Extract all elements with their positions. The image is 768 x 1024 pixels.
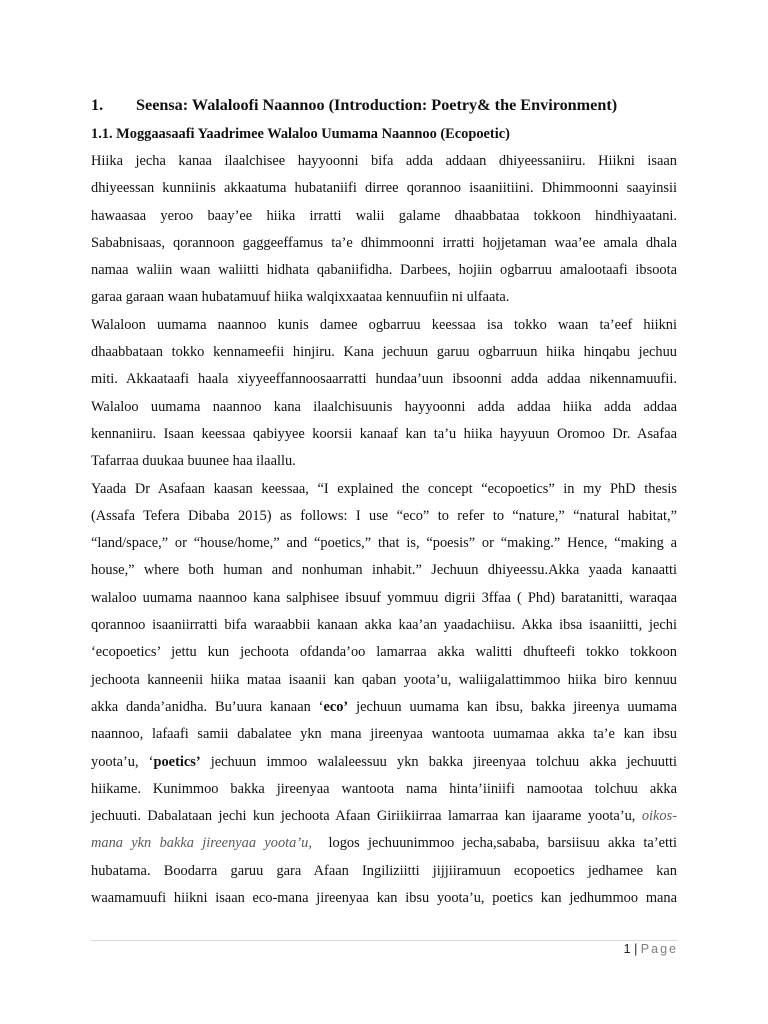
text-line: jechoota kanneenii hiika mataa isaanii kan qaban yoota’u, waliigalattimmoo hiika biro kennuu	[91, 671, 677, 688]
text-line: Tafarraa duukaa buunee haa ilaallu.	[91, 453, 296, 470]
paragraph-1	[91, 148, 677, 312]
italic-term-oikos: oikos-	[641, 808, 677, 825]
text-run: logos jechuunimmoo jecha,sababa, barsiisuu akka ta’etti	[311, 835, 677, 852]
text-line	[91, 694, 677, 721]
bold-term-eco: eco’	[323, 698, 349, 715]
text-line: Walaloon uumama naannoo kunis damee ogbarruu keessaa isa tokko waan ta’eef hiikni	[91, 316, 677, 333]
text-run: jechuuti. Dabalataan jechi kun jechoota Afaan Giriikiirraa lamarraa kan ijaarame yoota’u,	[91, 808, 642, 825]
footer-divider	[91, 940, 678, 941]
text-line: Hiika jecha kanaa ilaalchisee hayyoonni bifa adda addaan dhiyeessaniiru. Hiikni isaan	[91, 153, 677, 169]
page-footer	[624, 942, 678, 956]
text-line: naannoo, lafaafi samii dabalatee ykn mana jireenyaa wantoota uumamaa akka ta’e kan ibsu	[91, 726, 677, 743]
text-line: namaa waliin waan waliitti hidhata qabaniifidha. Darbees, hojiin ogbarruu amalootaafi ibsoota	[91, 262, 677, 279]
text-line: ‘ecopoetics’ jettu kun jechoota ofdanda’oo lamarraa akka walitti dhufteefi tokko tokkoon	[91, 644, 677, 661]
text-line: miti. Akkaataafi haala xiyyeeffannoosaarratti hundaa’uun ibsoonni adda addaa nikennamuufii.	[91, 371, 677, 388]
page-label: Page	[640, 942, 678, 956]
text-line	[91, 749, 677, 776]
footer-separator: |	[634, 942, 638, 956]
text-line: kennaniiru. Isaan keessaa qabiyyee koorsii kanaaf kan ta’u hiika hayyuun Oromoo Dr. Asafaa	[91, 425, 677, 442]
text-line: waamamuufi hiikni isaan eco-mana jireenyaa kan ibsu yoota’u, poetics kan jedhummoo mana	[91, 890, 677, 907]
text-line: Walaloo uumama naannoo kana ilaalchisuunis hayyoonni adda addaa hiika adda addaa	[91, 398, 677, 415]
text-line	[91, 803, 677, 830]
text-line: house,” where both human and nonhuman inhabit.” Jechuun dhiyeessu.Akka yaada kanaatti	[91, 562, 677, 579]
text-line: hubatama. Boodarra garuu gara Afaan Ingiliziitti jijjiiramuun ecopoetics jedhamee kan	[91, 862, 677, 879]
text-line: garaa garaan waan hubatamuuf hiika walqixxaataa kennuufiin ni ulfaata.	[91, 289, 510, 306]
text-line: dhaabbataan tokko kennameefii hinjiru. Kana jechuun garuu ogbarruun hiika hinqabu jechuu	[91, 344, 677, 361]
text-line: dhiyeessan kunniinis akkaatuma hubataniifi dirree qorannoo isaaniitiini. Dhimmoonni saayinsii	[91, 180, 677, 197]
text-run: jechuun immoo walaleessuu ykn bakka jireenyaa tolchuu akka jechuutti	[200, 753, 677, 770]
text-line: hawaasaa yeroo baay’ee hiika irratti walii galame dhaabbataa tokkoon hindhiyaatani.	[91, 207, 677, 224]
bold-term-poetics: poetics’	[153, 753, 201, 770]
text-run: akka danda’anidha. Bu’uura kanaan ‘	[91, 698, 324, 715]
text-line: hiikame. Kunimmoo bakka jireenyaa wantoota nama hinta’iiniifi namootaa tolchuu akka	[91, 780, 677, 797]
text-run: yoota’u, ‘	[91, 753, 154, 770]
page-number: 1	[623, 942, 631, 956]
text-run: jechuun uumama kan ibsu, bakka jireenya uumama	[348, 698, 677, 715]
text-line	[91, 830, 677, 857]
text-line: Yaada Dr Asafaan kaasan keessaa, “I explained the concept “ecopoetics” in my PhD thesis	[91, 480, 677, 497]
section-heading	[91, 92, 677, 118]
paragraph-2	[91, 312, 677, 476]
paragraph-3	[91, 476, 677, 913]
text-line: walaloo uumama naannoo kana salphisee ibsuuf yommuu digrii 3ffaa ( Phd) baratanitti, waraqaa	[91, 589, 677, 606]
text-line: “land/space,” or “house/home,” and “poetics,” that is, “poesis” or “making.” Hence, “making a	[91, 535, 677, 552]
text-line: Sababnisaas, qorannoon gaggeeffamus ta’e dhimmoonni irratti hojjetaman waa’ee amala dhala	[91, 234, 677, 251]
text-line: (Assafa Tefera Dibaba 2015) as follows: I use “eco” to refer to “nature,” “natural habitat,”	[91, 507, 677, 524]
text-line: qorannoo isaaniirratti bifa waraabbii kanaan akka kaa’an yaadachiisu. Akka ibsa isaaniitti, jechi	[91, 617, 677, 634]
section-number: 1.	[91, 96, 104, 114]
subsection-heading: 1.1. Moggaasaafi Yaadrimee Walaloo Uumama Naannoo (Ecopoetic)	[91, 126, 510, 142]
document-page	[91, 92, 677, 912]
section-title: Seensa: Walaloofi Naannoo (Introduction: Poetry& the Environment)	[136, 96, 618, 114]
italic-phrase: mana ykn bakka jireenyaa yoota’u,	[91, 835, 312, 852]
